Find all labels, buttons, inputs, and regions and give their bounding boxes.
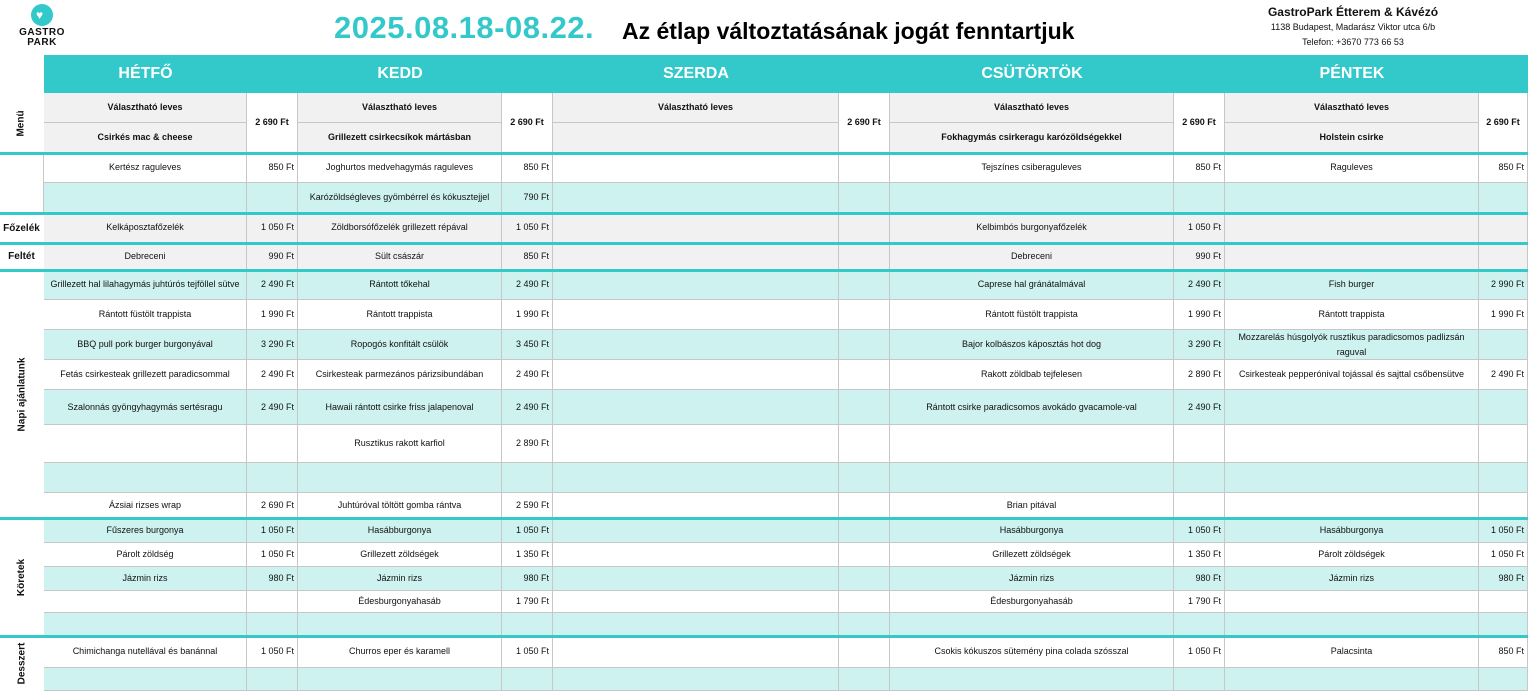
- dish-name: [553, 613, 839, 636]
- dish-price: [1479, 330, 1528, 360]
- section-divider: [0, 152, 1528, 155]
- dish-name: Raguleves: [1225, 153, 1479, 183]
- dish-price: 2 490 Ft: [502, 360, 553, 390]
- dish-name: [1225, 183, 1479, 213]
- dish-name: [890, 425, 1174, 463]
- dish-name: Csirkesteak pepperónival tojással és sajttal csőbensütve: [1225, 360, 1479, 390]
- menu-main-dish: Csirkés mac & cheese: [44, 123, 247, 153]
- dish-price: [839, 213, 890, 243]
- dish-price: 1 990 Ft: [502, 300, 553, 330]
- dish-price: 1 350 Ft: [1174, 543, 1225, 567]
- dish-name: Jázmin rizs: [890, 567, 1174, 591]
- menu-price: 2 690 Ft: [1174, 93, 1225, 153]
- section-label-feltet: Feltét: [0, 243, 43, 270]
- dish-price: 1 050 Ft: [247, 518, 298, 543]
- dish-price: [839, 300, 890, 330]
- dish-price: 980 Ft: [1174, 567, 1225, 591]
- dish-price: 1 050 Ft: [247, 636, 298, 668]
- dish-price: 3 290 Ft: [1174, 330, 1225, 360]
- dish-price: 2 490 Ft: [502, 270, 553, 300]
- dish-price: [1479, 668, 1528, 691]
- dish-name: [553, 360, 839, 390]
- dish-price: [839, 153, 890, 183]
- section-divider: [0, 269, 1528, 272]
- menu-main-dish: Grillezett csirkecsíkok mártásban: [298, 123, 502, 153]
- dish-price: 1 790 Ft: [1174, 591, 1225, 613]
- dish-price: 850 Ft: [1174, 153, 1225, 183]
- dish-price: [1479, 613, 1528, 636]
- dish-name: [1225, 243, 1479, 270]
- dish-name: [890, 463, 1174, 493]
- dish-name: Ropogós konfitált csülök: [298, 330, 502, 360]
- dish-name: Hasábburgonya: [1225, 518, 1479, 543]
- section-divider: [0, 212, 1528, 215]
- dish-name: Rántott trappista: [298, 300, 502, 330]
- dish-price: 790 Ft: [502, 183, 553, 213]
- dish-name: Párolt zöldség: [44, 543, 247, 567]
- dish-name: [553, 463, 839, 493]
- dish-name: Mozzarelás húsgolyók rusztikus paradicsomos padlizsán raguval: [1225, 330, 1479, 360]
- dish-price: 2 490 Ft: [1174, 270, 1225, 300]
- dish-price: [1174, 668, 1225, 691]
- dish-name: Palacsinta: [1225, 636, 1479, 668]
- dish-price: [839, 518, 890, 543]
- dish-price: 2 590 Ft: [502, 493, 553, 518]
- dish-name: Rusztikus rakott karfiol: [298, 425, 502, 463]
- dish-price: [247, 463, 298, 493]
- dish-price: [1479, 243, 1528, 270]
- dish-name: Fish burger: [1225, 270, 1479, 300]
- dish-price: 2 490 Ft: [502, 390, 553, 425]
- dish-price: 2 490 Ft: [247, 390, 298, 425]
- dish-name: [553, 636, 839, 668]
- dish-price: 1 050 Ft: [1479, 543, 1528, 567]
- dish-name: Édesburgonyahasáb: [298, 591, 502, 613]
- gastropark-logo: [12, 4, 72, 52]
- dish-name: [1225, 463, 1479, 493]
- dish-price: [1174, 425, 1225, 463]
- dish-price: [247, 613, 298, 636]
- dish-name: [553, 493, 839, 518]
- dish-name: Churros eper és karamell: [298, 636, 502, 668]
- date-range: 2025.08.18-08.22.: [334, 10, 595, 45]
- dish-name: [298, 463, 502, 493]
- dish-price: 1 050 Ft: [1174, 518, 1225, 543]
- section-divider: [0, 517, 1528, 520]
- dish-price: 1 050 Ft: [1174, 636, 1225, 668]
- dish-name: Rántott tőkehal: [298, 270, 502, 300]
- dish-name: [553, 668, 839, 691]
- dish-name: Hasábburgonya: [890, 518, 1174, 543]
- dish-name: Karózöldségleves gyömbérrel és kókusztejjel: [298, 183, 502, 213]
- dish-name: Rakott zöldbab tejfelesen: [890, 360, 1174, 390]
- menu-main-dish: Fokhagymás csirkeragu karózöldségekkel: [890, 123, 1174, 153]
- dish-name: [1225, 591, 1479, 613]
- dish-price: 2 490 Ft: [1174, 390, 1225, 425]
- dish-price: [839, 636, 890, 668]
- dish-price: [839, 425, 890, 463]
- dish-price: [839, 567, 890, 591]
- dish-name: Jázmin rizs: [298, 567, 502, 591]
- dish-name: Hawaii rántott csirke friss jalapenoval: [298, 390, 502, 425]
- menu-notice: Az étlap változtatásának jogát fenntartjuk: [622, 18, 1075, 44]
- day-thursday: CSÜTÖRTÖK: [981, 65, 1083, 82]
- day-header-row: [44, 55, 1528, 93]
- dish-price: 850 Ft: [502, 243, 553, 270]
- dish-price: 1 050 Ft: [502, 518, 553, 543]
- dish-price: [839, 591, 890, 613]
- dish-name: Chimichanga nutellával és banánnal: [44, 636, 247, 668]
- dish-name: Tejszínes csiberaguleves: [890, 153, 1174, 183]
- dish-name: Caprese hal gránátalmával: [890, 270, 1174, 300]
- section-divider: [0, 635, 1528, 638]
- dish-name: Debreceni: [44, 243, 247, 270]
- dish-price: [839, 668, 890, 691]
- dish-name: [553, 213, 839, 243]
- dish-price: 3 290 Ft: [247, 330, 298, 360]
- dish-name: Párolt zöldségek: [1225, 543, 1479, 567]
- dish-name: [1225, 213, 1479, 243]
- dish-price: 850 Ft: [502, 153, 553, 183]
- dish-price: [502, 463, 553, 493]
- dish-price: [1479, 390, 1528, 425]
- dish-price: [1174, 183, 1225, 213]
- dish-price: 1 990 Ft: [247, 300, 298, 330]
- dish-price: [839, 270, 890, 300]
- dish-name: [44, 591, 247, 613]
- dish-name: [553, 243, 839, 270]
- dish-price: 850 Ft: [1479, 636, 1528, 668]
- menu-soup-label: Választható leves: [1225, 93, 1479, 123]
- dish-price: 1 050 Ft: [247, 213, 298, 243]
- dish-name: Rántott trappista: [1225, 300, 1479, 330]
- dish-name: [298, 668, 502, 691]
- dish-price: 2 990 Ft: [1479, 270, 1528, 300]
- dish-name: Fetás csirkesteak grillezett paradicsommal: [44, 360, 247, 390]
- dish-name: [553, 518, 839, 543]
- dish-name: [44, 668, 247, 691]
- section-label-menu: Menü: [0, 93, 43, 153]
- dish-price: [502, 613, 553, 636]
- dish-price: 1 350 Ft: [502, 543, 553, 567]
- dish-price: [839, 493, 890, 518]
- menu-price: 2 690 Ft: [1479, 93, 1528, 153]
- dish-name: Édesburgonyahasáb: [890, 591, 1174, 613]
- dish-price: 2 490 Ft: [1479, 360, 1528, 390]
- dish-name: [44, 613, 247, 636]
- dish-name: Kelkáposztafőzelék: [44, 213, 247, 243]
- dish-price: [1174, 613, 1225, 636]
- dish-price: 2 690 Ft: [247, 493, 298, 518]
- chef-hat-icon: ♥: [31, 4, 53, 26]
- dish-price: [839, 390, 890, 425]
- dish-price: 1 050 Ft: [1479, 518, 1528, 543]
- dish-name: Joghurtos medvehagymás raguleves: [298, 153, 502, 183]
- dish-name: [553, 543, 839, 567]
- menu-price: 2 690 Ft: [839, 93, 890, 153]
- dish-price: 1 050 Ft: [502, 636, 553, 668]
- dish-name: [553, 153, 839, 183]
- dish-name: [1225, 493, 1479, 518]
- menu-soup-label: Választható leves: [890, 93, 1174, 123]
- dish-price: 850 Ft: [247, 153, 298, 183]
- dish-name: Hasábburgonya: [298, 518, 502, 543]
- dish-name: Kelbimbós burgonyafőzelék: [890, 213, 1174, 243]
- dish-name: Csirkesteak parmezános párizsibundában: [298, 360, 502, 390]
- dish-name: Grillezett zöldségek: [890, 543, 1174, 567]
- section-label-desszert: Desszert: [0, 636, 43, 691]
- dish-price: [1479, 183, 1528, 213]
- dish-name: Zöldborsófőzelék grillezett répával: [298, 213, 502, 243]
- dish-price: [1479, 425, 1528, 463]
- dish-name: Rántott csirke paradicsomos avokádo gvacamole-val: [890, 390, 1174, 425]
- section-divider: [0, 242, 1528, 245]
- day-friday: PÉNTEK: [1319, 65, 1385, 82]
- dish-name: Debreceni: [890, 243, 1174, 270]
- section-label-fozelek: Főzelék: [0, 213, 43, 243]
- menu-soup-label: Választható leves: [298, 93, 502, 123]
- dish-name: [1225, 390, 1479, 425]
- dish-price: 3 450 Ft: [502, 330, 553, 360]
- dish-name: Fűszeres burgonya: [44, 518, 247, 543]
- dish-name: [890, 613, 1174, 636]
- dish-price: [1174, 493, 1225, 518]
- dish-name: [553, 270, 839, 300]
- dish-price: [502, 668, 553, 691]
- dish-name: Ázsiai rizses wrap: [44, 493, 247, 518]
- day-tuesday: KEDD: [377, 65, 423, 82]
- dish-name: Sült császár: [298, 243, 502, 270]
- menu-price: 2 690 Ft: [502, 93, 553, 153]
- dish-name: [890, 668, 1174, 691]
- dish-price: 980 Ft: [247, 567, 298, 591]
- dish-price: 1 050 Ft: [1174, 213, 1225, 243]
- dish-name: BBQ pull pork burger burgonyával: [44, 330, 247, 360]
- dish-price: [839, 463, 890, 493]
- dish-price: 1 050 Ft: [502, 213, 553, 243]
- dish-price: 1 990 Ft: [1174, 300, 1225, 330]
- dish-price: [1174, 463, 1225, 493]
- dish-price: 2 890 Ft: [1174, 360, 1225, 390]
- dish-price: 2 490 Ft: [247, 360, 298, 390]
- dish-name: Grillezett zöldségek: [298, 543, 502, 567]
- dish-price: 1 990 Ft: [1479, 300, 1528, 330]
- dish-price: 990 Ft: [1174, 243, 1225, 270]
- dish-name: [553, 567, 839, 591]
- dish-name: [1225, 425, 1479, 463]
- dish-price: [247, 183, 298, 213]
- dish-name: Grillezett hal lilahagymás juhtúrós tejföllel sütve: [44, 270, 247, 300]
- dish-name: [44, 463, 247, 493]
- header-bar: [0, 0, 1528, 55]
- section-label-koretek: Köretek: [0, 518, 43, 636]
- dish-name: [553, 330, 839, 360]
- dish-price: [839, 183, 890, 213]
- company-info: [1228, 4, 1478, 50]
- menu-soup-label: Választható leves: [44, 93, 247, 123]
- dish-price: 980 Ft: [1479, 567, 1528, 591]
- dish-name: Bajor kolbászos káposztás hot dog: [890, 330, 1174, 360]
- dish-price: 2 890 Ft: [502, 425, 553, 463]
- day-wednesday: SZERDA: [663, 65, 729, 82]
- dish-name: [553, 390, 839, 425]
- dish-price: 990 Ft: [247, 243, 298, 270]
- dish-price: [1479, 213, 1528, 243]
- dish-name: Juhtúróval töltött gomba rántva: [298, 493, 502, 518]
- dish-price: [247, 425, 298, 463]
- dish-price: [1479, 463, 1528, 493]
- dish-price: [839, 360, 890, 390]
- section-label-napi: Napi ajánlatunk: [0, 270, 43, 518]
- dish-name: [553, 425, 839, 463]
- dish-name: [44, 425, 247, 463]
- menu-price: 2 690 Ft: [247, 93, 298, 153]
- dish-price: [1479, 591, 1528, 613]
- dish-price: [247, 668, 298, 691]
- dish-price: [839, 543, 890, 567]
- dish-name: Jázmin rizs: [1225, 567, 1479, 591]
- dish-price: 850 Ft: [1479, 153, 1528, 183]
- label-blank: [0, 153, 44, 213]
- dish-name: [553, 300, 839, 330]
- dish-price: 2 490 Ft: [247, 270, 298, 300]
- dish-name: [298, 613, 502, 636]
- logo-text: GASTRO PARK: [19, 27, 65, 48]
- dish-price: [839, 330, 890, 360]
- dish-name: [44, 183, 247, 213]
- company-name: GastroPark Étterem & Kávézó: [1267, 5, 1439, 19]
- dish-price: 1 050 Ft: [247, 543, 298, 567]
- dish-price: [839, 243, 890, 270]
- dish-name: Jázmin rizs: [44, 567, 247, 591]
- dish-price: [1479, 493, 1528, 518]
- dish-name: [1225, 613, 1479, 636]
- dish-name: Szalonnás gyöngyhagymás sertésragu: [44, 390, 247, 425]
- dish-name: Rántott füstölt trappista: [44, 300, 247, 330]
- dish-price: 1 790 Ft: [502, 591, 553, 613]
- day-monday: HÉTFŐ: [118, 65, 173, 82]
- dish-name: Csokis kókuszos sütemény pina colada szósszal: [890, 636, 1174, 668]
- dish-name: Brian pitával: [890, 493, 1174, 518]
- menu-main-dish: [553, 123, 839, 153]
- dish-name: Kertész raguleves: [44, 153, 247, 183]
- dish-name: [890, 183, 1174, 213]
- dish-name: [1225, 668, 1479, 691]
- dish-name: [553, 183, 839, 213]
- dish-name: Rántott füstölt trappista: [890, 300, 1174, 330]
- dish-name: [553, 591, 839, 613]
- dish-price: 980 Ft: [502, 567, 553, 591]
- dish-price: [247, 591, 298, 613]
- menu-main-dish: Holstein csirke: [1225, 123, 1479, 153]
- company-address: 1138 Budapest, Madarász Viktor utca 6/b: [1270, 22, 1436, 32]
- dish-price: [839, 613, 890, 636]
- menu-soup-label: Választható leves: [553, 93, 839, 123]
- company-phone: Telefon: +3670 773 66 53: [1302, 37, 1404, 47]
